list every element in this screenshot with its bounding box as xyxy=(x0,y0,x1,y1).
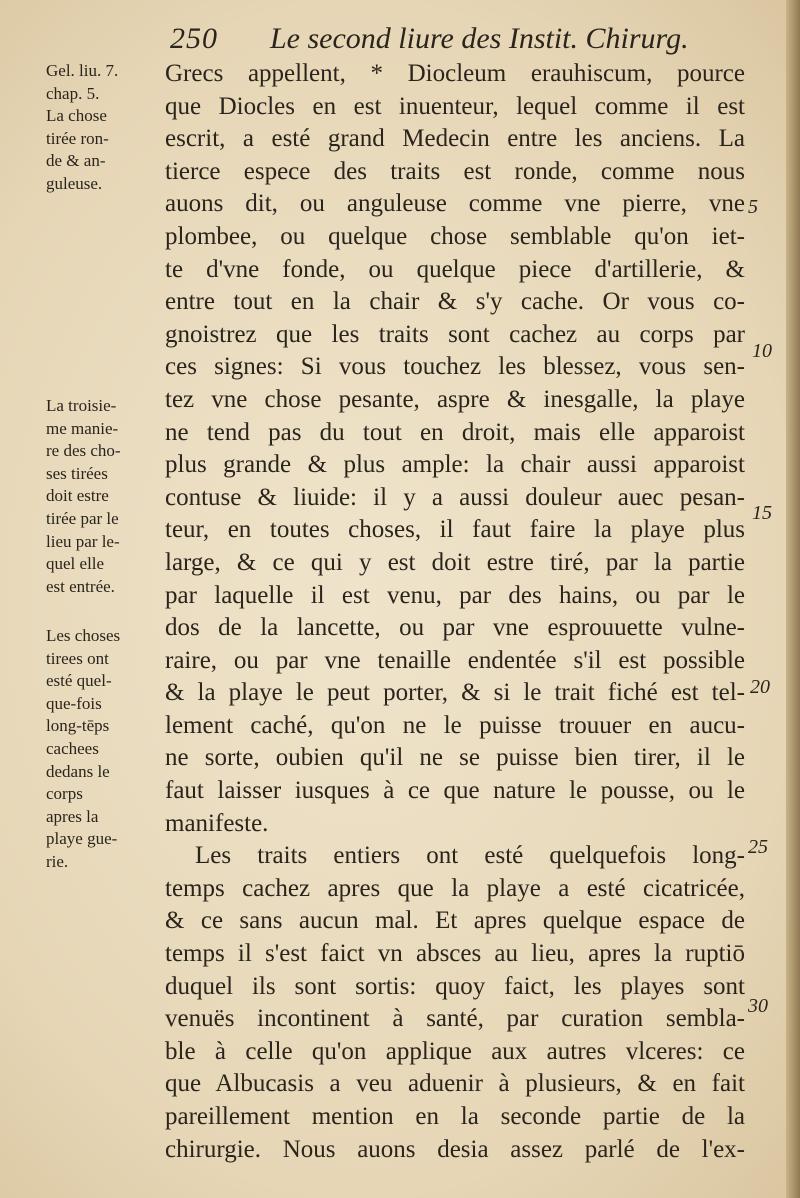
text-line: raire, ou par vne tenaille endentée s'il est possible xyxy=(165,646,745,674)
margin-line: La troisie- xyxy=(46,396,117,415)
margin-line: doit estre xyxy=(46,486,109,506)
text-line: auons dit, ou anguleuse comme vne pierre, vne xyxy=(165,190,745,218)
text-line: plus grande & plus ample: la chair aussi apparoist xyxy=(165,451,745,479)
margin-line: chap. 5. xyxy=(46,83,100,103)
text-line: Les traits entiers ont esté quelquefois long- xyxy=(195,842,745,870)
margin-line: long-tēps xyxy=(46,716,110,736)
margin-line: me manie- xyxy=(46,418,119,438)
line-number-15: 15 xyxy=(752,502,772,524)
margin-line: re des cho- xyxy=(46,441,121,461)
text-line: & ce sans aucun mal. Et apres quelque espace de xyxy=(165,907,745,935)
page-edge xyxy=(786,0,800,1198)
margin-line: ses tirées xyxy=(46,463,108,483)
text-line: dos de la lancette, ou par vne esprouuette vulne- xyxy=(165,614,745,642)
text-line: escrit, a esté grand Medecin entre les anciens. La xyxy=(165,125,745,153)
text-line: ble à celle qu'on applique aux autres vlceres: ce xyxy=(165,1037,745,1065)
line-number-10: 10 xyxy=(752,340,772,362)
line-number-30: 30 xyxy=(748,995,768,1017)
line-number-20: 20 xyxy=(750,676,770,698)
text-line: ne sorte, oubien qu'il ne se puisse bien tirer, il le xyxy=(165,744,745,772)
text-line: duquel ils sont sortis: quoy faict, les playes sont xyxy=(165,972,745,1000)
text-line: tez vne chose pesante, aspre & inesgalle, la playe xyxy=(165,385,745,413)
margin-line: rie. xyxy=(46,851,69,871)
text-line: ces signes: Si vous touchez les blessez, vous sen- xyxy=(165,353,745,381)
margin-line: lieu par le- xyxy=(46,531,120,551)
margin-line: apres la xyxy=(46,806,99,826)
margin-line: Gel. liu. 7. xyxy=(46,61,119,80)
text-line: large, & ce qui y est doit estre tiré, par la partie xyxy=(165,548,745,576)
margin-line: corps xyxy=(46,784,83,804)
text-line: te d'vne fonde, ou quelque piece d'artillerie, & xyxy=(165,255,745,283)
margin-line: dedans le xyxy=(46,761,110,781)
margin-line: de & an- xyxy=(46,151,106,171)
line-number-5: 5 xyxy=(748,196,758,218)
margin-line: tirees ont xyxy=(46,648,109,668)
margin-note-3 xyxy=(46,625,158,874)
margin-line: esté quel- xyxy=(46,671,112,691)
text-line: contuse & liuide: il y a aussi douleur auec pesan- xyxy=(165,483,745,511)
text-line: plombee, ou quelque chose semblable qu'on iet- xyxy=(165,222,745,250)
margin-note-2 xyxy=(46,395,158,598)
text-line: entre tout en la chair & s'y cache. Or vous co- xyxy=(165,288,745,316)
running-title: Le second liure des Instit. Chirurg. xyxy=(270,22,689,55)
margin-line: playe gue- xyxy=(46,829,118,849)
margin-line: tirée par le xyxy=(46,508,119,528)
margin-note-1 xyxy=(46,60,158,196)
body-text xyxy=(165,58,745,1166)
text-line: & la playe le peut porter, & si le trait fiché est tel- xyxy=(165,679,745,707)
line-number-25: 25 xyxy=(748,836,768,858)
text-line: faut laisser iusques à ce que nature le pousse, ou le xyxy=(165,777,745,805)
margin-line: est entrée. xyxy=(46,576,115,596)
margin-line: quel elle xyxy=(46,554,105,574)
text-line: temps cachez apres que la playe a esté cicatricée, xyxy=(165,874,745,902)
margin-line: tirée ron- xyxy=(46,128,109,148)
text-line: ne tend pas du tout en droit, mais elle apparoist xyxy=(165,418,745,446)
text-line: que Diocles en est inuenteur, lequel comme il est xyxy=(165,92,745,120)
text-line: venuës incontinent à santé, par curation sembla- xyxy=(165,1005,745,1033)
page-header xyxy=(170,18,730,60)
text-line: par laquelle il est venu, par des hains, ou par le xyxy=(165,581,745,609)
margin-line: guleuse. xyxy=(46,173,103,193)
text-line: que Albucasis a veu aduenir à plusieurs, & en fait xyxy=(165,1070,745,1098)
text-line: gnoistrez que les traits sont cachez au corps par xyxy=(165,320,745,348)
text-line: Grecs appellent, * Diocleum erauhiscum, pource xyxy=(165,60,745,87)
text-line: manifeste. xyxy=(165,809,269,837)
margin-line: Les choses xyxy=(46,626,121,645)
text-line: tierce espece des traits est ronde, comme nous xyxy=(165,157,745,185)
page-number: 250 xyxy=(170,22,218,55)
text-line: lement caché, qu'on ne le puisse trouuer en aucu- xyxy=(165,711,745,739)
margin-line: cachees xyxy=(46,738,99,758)
text-line: temps il s'est faict vn absces au lieu, apres la ruptiō xyxy=(165,940,745,968)
text-line: pareillement mention en la seconde partie de la xyxy=(165,1103,745,1130)
margin-line: que-fois xyxy=(46,693,102,713)
text-line: chirurgie. Nous auons desia assez parlé de l'ex- xyxy=(165,1135,745,1163)
text-line: teur, en toutes choses, il faut faire la playe plus xyxy=(165,516,745,544)
margin-line: La chose xyxy=(46,106,107,126)
